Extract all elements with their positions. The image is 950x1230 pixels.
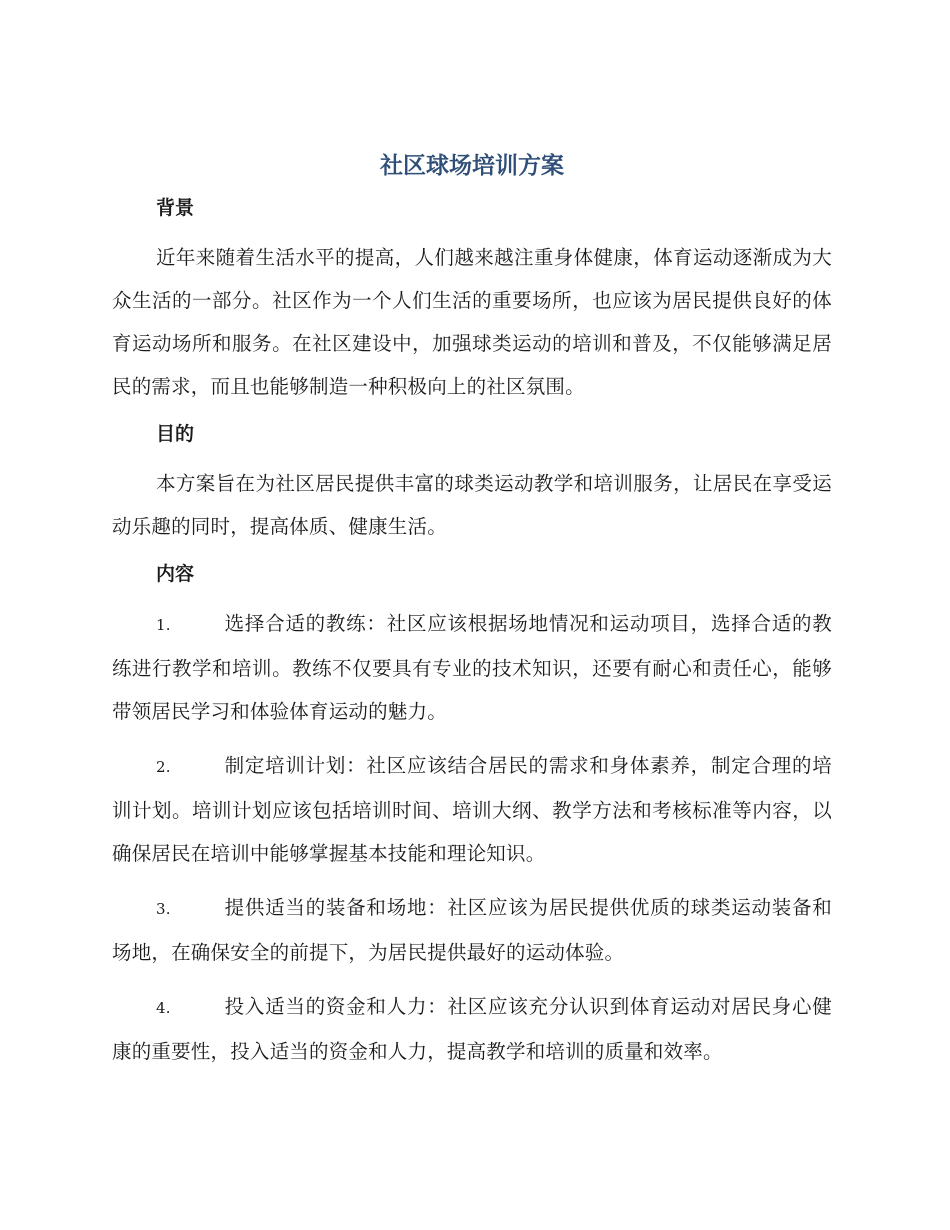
purpose-paragraph: 本方案旨在为社区居民提供丰富的球类运动教学和培训服务，让居民在享受运动乐趣的同时，提高体质、健康生活。 — [112, 472, 832, 538]
section-heading-content: 内容 — [156, 563, 195, 585]
list-item-number: 1. — [156, 616, 171, 634]
list-item-text: 投入适当的资金和人力：社区应该充分认识到体育运动对居民身心健康的重要性，投入适当的资金和人力，提高教学和培训的质量和效率。 — [112, 995, 832, 1063]
list-item-number: 4. — [156, 999, 171, 1017]
list-item-text: 制定培训计划：社区应该结合居民的需求和身体素养，制定合理的培训计划。培训计划应该包括培训时间、培训大纲、教学方法和考核标准等内容，以确保居民在培训中能够掌握基本技能和理论知识。 — [112, 754, 832, 865]
list-item — [112, 985, 832, 1073]
section-heading-background: 背景 — [156, 197, 195, 219]
list-item — [112, 744, 832, 875]
list-item-number: 2. — [156, 758, 171, 776]
section-heading-purpose: 目的 — [156, 423, 195, 445]
list-item-number: 3. — [156, 900, 171, 918]
document-page — [112, 146, 832, 1073]
list-item-text: 提供适当的装备和场地：社区应该为居民提供优质的球类运动装备和场地，在确保安全的前提下，为居民提供最好的运动体验。 — [112, 896, 832, 964]
document-title: 社区球场培训方案 — [380, 153, 564, 179]
list-item-text: 选择合适的教练：社区应该根据场地情况和运动项目，选择合适的教练进行教学和培训。教练不仅要具有专业的技术知识，还要有耐心和责任心，能够带领居民学习和体验体育运动的魅力。 — [112, 612, 832, 723]
list-item — [112, 886, 832, 974]
list-item — [112, 602, 832, 733]
background-paragraph: 近年来随着生活水平的提高，人们越来越注重身体健康，体育运动逐渐成为大众生活的一部分。社区作为一个人们生活的重要场所，也应该为居民提供良好的体育运动场所和服务。在社区建设中，加强球类运动的培训和普及，不仅能够满足居民的需求，而且也能够制造一种积极向上的社区氛围。 — [112, 246, 832, 398]
